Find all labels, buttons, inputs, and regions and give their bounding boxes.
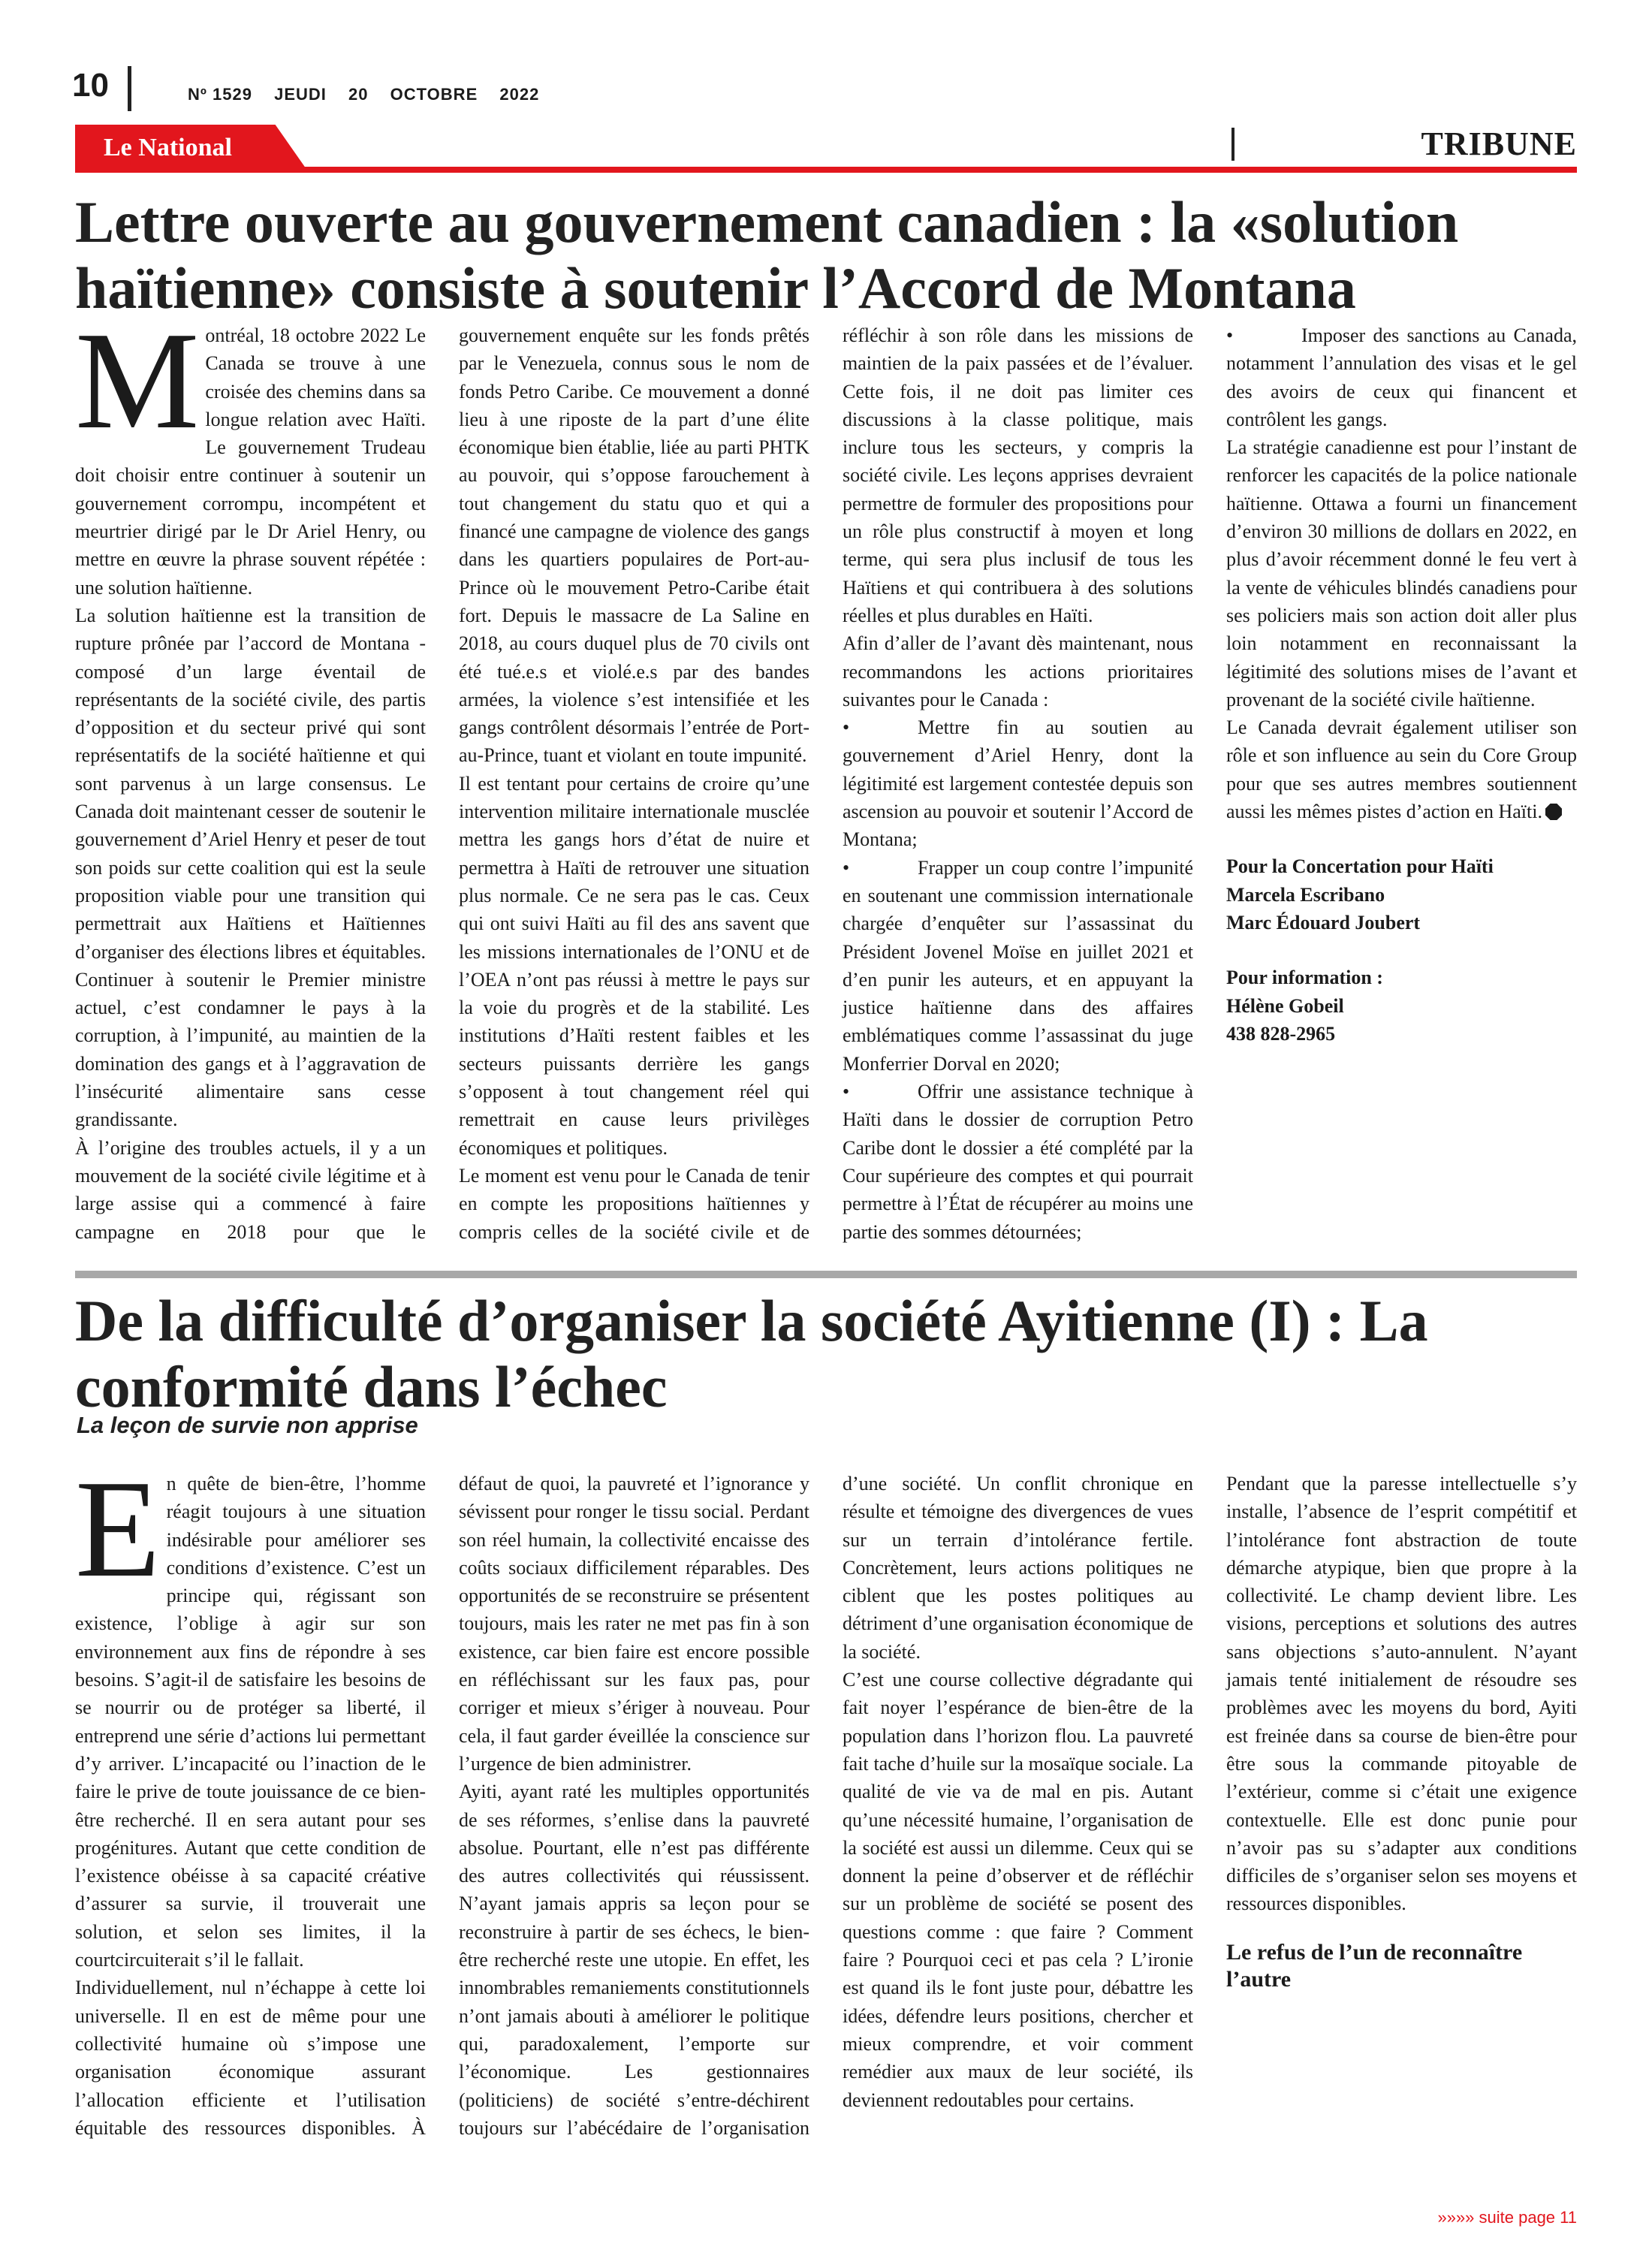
recommendation-text: Imposer des sanctions au Canada, notamment l’annulation des visas et le gel des avoirs de ceux qui financent et contrôlent les gangs. [1226, 324, 1577, 430]
bullet-icon: • [843, 716, 850, 739]
article-divider [75, 1271, 1577, 1278]
signature-org: Pour la Concertation pour Haïti [1226, 855, 1494, 878]
recommendation-text: Offrir une assistance technique à Haïti dans le dossier de corruption Petro Caribe dont le dossier a été complété par la Cour supérieure des comptes et qui pourrait permettre à l’État de récupérer au moins une partie des sommes détournées; [843, 1081, 1193, 1243]
contact-block [1226, 964, 1577, 1048]
article1-paragraph: Il est tentant pour certains de croire qu’une intervention militaire internationale musclée mettra les gangs hors d’état de nuire et permettra à Haïti de retrouver une situation plus normale. Ce ne sera pas le cas. Ceux qui ont suivi Haïti au fil des ans savent que les missions internationales de l’ONU et de l’OEA n’ont pas réussi à mettre le pays sur la voie du progrès et de la stabilité. Les institutions d’Haïti restent faibles et les secteurs puissants derrière les gangs s’opposent à tout changement réel qui remettrait en cause leurs privilèges économiques et politiques. [459, 772, 809, 1159]
article2-subhead: Le refus de l’un de reconnaître l’autre [1226, 1939, 1523, 1992]
article1-dropcap: M [75, 303, 200, 458]
article1-paragraph: Afin d’aller de l’avant dès maintenant, nous recommandons les actions prioritaires suivantes pour le Canada : [843, 632, 1193, 710]
issue-date: 20 [348, 85, 369, 104]
article2-dropcap: E [75, 1452, 161, 1606]
bullet-icon: • [843, 856, 850, 879]
article2-paragraph: C’est une course collective dégradante qui fait noyer l’espérance de bien-être de la population dans l’horizon flou. La pauvreté fait tache d’huile sur la mosaïque sociale. La qualité de vie va de mal en pis. Autant qu’une nécessité humaine, l’organisation de la société est aussi un dilemme. Ceux qui se donnent la peine d’observer et de réfléchir sur un problème de société se posent des questions comme : que faire ? Comment faire ? Pourquoi ceci et pas cela ? L’ironie est quand ils le font juste pour, débattre les idées, défendre leurs positions, chercher et mieux comprendre, et voir comment remédier aux maux de leur société, ils deviennent redoutables pour certains. [843, 1669, 1193, 2111]
article1-paragraph-text: Le Canada devrait également utiliser son rôle et son influence au sein du Core Group pour que ses autres membres soutiennent aussi les mêmes pistes d’action en Haïti. [1226, 716, 1577, 823]
article2-body [75, 1452, 1577, 2153]
contact-label: Pour information : [1226, 967, 1383, 989]
article1-paragraph: La stratégie canadienne est pour l’instant de renforcer les capacités de la police nationale haïtienne. Ottawa a fourni un financement d’environ 30 millions de dollars en 2022, en plus d’avoir récemment donné le feu vert à la vente de véhicules blindés canadiens pour ses policiers mais son action doit aller plus loin notamment en reconnaissant la légitimité des solutions mises de l’avant et provenant de la société civile haïtienne. [1226, 436, 1577, 710]
article2-paragraph [75, 1452, 426, 1974]
bullet-icon: • [1226, 324, 1234, 346]
recommendation-item [1226, 321, 1577, 433]
contact-phone: 438 828-2965 [1226, 1022, 1336, 1045]
bullet-icon: • [843, 1081, 850, 1103]
article2-paragraph: Individuellement, nul n’échappe à cette loi universelle. Il en est de même pour une collectivité humaine où s’impose une organisation économique assurant l’allocation efficiente et l’utilisation équitable des ressources disponibles. À défaut de quoi, la pauvreté et l’ignorance y sévissent pour ronger le tissu social. Perdant son réel humain, la collectivité encaisse des coûts sociaux difficilement réparables. Des opportunités de se reconstruire se présentent toujours, mais les rater ne met pas fin à son existence, car bien faire est encore possible en réfléchissant sur les faux pas, pour corriger et mieux s’ériger à nouveau. Pour cela, il faut garder éveillée la conscience sur l’urgence de bien administrer. [75, 1473, 809, 2139]
recommendation-item [843, 1078, 1193, 1246]
recommendation-text: Mettre fin au soutien au gouvernement d’Ariel Henry, dont la légitimité est largement contestée depuis son ascension au pouvoir et soutenir l’Accord de Montana; [843, 716, 1193, 851]
contact-name: Hélène Gobeil [1226, 994, 1344, 1017]
continued-link[interactable]: »»»» suite page 11 [1437, 2208, 1577, 2227]
recommendation-text: Frapper un coup contre l’impunité en soutenant une commission internationale chargée d’enquêter sur l’assassinat du Président Jovenel Moïse en juillet 2021 et d’en punir les auteurs, et en appuyant la justice haïtienne dans des affaires emblématiques comme l’assassinat du juge Monferrier Dorval en 2020; [843, 856, 1193, 1075]
article2-paragraph: Pendant que la paresse intellectuelle s’y installe, l’absence de l’esprit compétitif et l’intolérance font abstraction de toute démarche atypique, bien que propre à la collectivité. Le champ devient libre. Les visions, perceptions et solutions des autres sans objections s’auto-annulent. N’ayant jamais tenté initialement de résoudre ses problèmes avec les moyens du bord, Ayiti est freinée dans sa course de bien-être pour être sous la commande pitoyable de l’extérieur, comme si c’était une exigence contextuelle. Elle est donc punie pour n’avoir pas su s’adapter aux conditions difficiles de s’organiser selon ses moyens et ressources disponibles. [1226, 1473, 1577, 1915]
signature-name: Marc Édouard Joubert [1226, 911, 1421, 933]
header-rule [75, 167, 1577, 173]
article1-paragraph: La solution haïtienne est la transition de rupture prônée par l’accord de Montana - composé d’un large éventail de représentants de la société civile, des partis d’opposition et du secteur privé qui sont représentatifs de la société haïtienne et qui sont parvenus à un large consensus. Le Canada doit maintenant cesser de soutenir le gouvernement d’Ariel Henry et peser de tout son poids sur cette coalition qui est la seule proposition viable pour une transition qui permettrait aux Haïtiens et Haïtiennes d’organiser des élections libres et équitables. Continuer à soutenir le Premier ministre actuel, c’est condamner le pays à la corruption, à l’impunité, au maintien de la domination des gangs et à l’aggravation de l’insécurité alimentaire sans cesse grandissante. [75, 604, 426, 1131]
issue-number: Nº 1529 [188, 85, 252, 104]
article2-subtitle: La leçon de survie non apprise [77, 1412, 418, 1438]
recommendation-item [843, 854, 1193, 1078]
article1-paragraph: Le moment est venu pour le Canada de tenir en compte les propositions haïtiennes y compris celles de la société civile et de réfléchir à son rôle dans les missions de maintien de la paix passées et de l’évaluer. Cette fois, il ne doit pas limiter ces discussions à la classe politique, mais inclure tous les secteurs, y compris la société civile. Les leçons apprises devraient permettre de formuler des propositions pour un rôle plus constructif à moyen et long terme, qui sera plus inclusif de tous les Haïtiens et qui contribuera à des solutions réelles et plus durables en Haïti. [459, 324, 1193, 1243]
article2-paragraph-text: n quête de bien-être, l’homme réagit toujours à une situation indésirable pour améliorer ses conditions d’existence. C’est un principe qui, régissant son existence, l’oblige à agir sur son environnement aux fins de répondre à ses besoins. S’agit-il de satisfaire les besoins de se nourrir ou de protéger sa liberté, il entreprend une série d’actions lui permettant d’y arriver. L’incapacité ou l’inaction de le faire le prive de toute jouissance de ce bien-être recherché. Il en sera autant pour ses progénitures. Autant que cette condition de l’existence obéisse à sa capacité créative d’assurer sa survie, il trouverait une solution, et selon ses limites, il la courtcircuiterait s’il le fallait. [75, 1473, 426, 1971]
publication-label: Le National [104, 134, 232, 161]
issue-day: JEUDI [274, 85, 327, 104]
issue-line [188, 85, 556, 104]
article1-paragraph-text: ontréal, 18 octobre 2022 Le Canada se trouve à une croisée des chemins dans sa longue relation avec Haïti. Le gouvernement Trudeau doit choisir entre continuer à soutenir un gouvernement corrompu, incompétent et meurtrier dirigé par le Dr Ariel Henry, ou mettre en œuvre la phrase souvent répétée : une solution haïtienne. [75, 324, 426, 599]
article1-headline: Lettre ouverte au gouvernement canadien : la «solution haïtienne» consiste à soutenir l’Accord de Montana [75, 189, 1459, 321]
article2-headline: De la difficulté d’organiser la société Ayitienne (I) : La conformité dans l’échec [75, 1288, 1428, 1419]
article1-paragraph [75, 303, 426, 602]
signature-name: Marcela Escribano [1226, 883, 1385, 906]
section-divider [1231, 128, 1234, 161]
end-of-article-icon [1545, 804, 1562, 820]
article1-body [75, 303, 1577, 1260]
article1-paragraph: À l’origine des troubles actuels, il y a un mouvement de la société civile légitime et à large assise qui a commencé à faire campagne en 2018 pour que le gouvernement enquête sur les fonds prêtés par le Venezuela, connus sous le nom de fonds Petro Caribe. Ce mouvement a donné lieu à une riposte de la part d’une élite économique bien établie, liée au parti PHTK au pouvoir, qui s’oppose farouchement à tout changement du statu quo et qui a financé une campagne de violence des gangs dans les quartiers populaires de Port-au-Prince où le mouvement Petro-Caribe était fort. Depuis le massacre de La Saline en 2018, au cours duquel plus de 70 civils ont été tué.e.s et violé.e.s par des bandes armées, la violence s’est intensifiée et les gangs contrôlent désormais l’entrée de Port-au-Prince, tuant et violant en toute impunité. [75, 324, 809, 1243]
page-number-divider [128, 66, 131, 111]
article1-paragraph [1226, 713, 1577, 825]
signature-block [1226, 852, 1577, 936]
section-title: TRIBUNE [1421, 125, 1577, 162]
issue-month: OCTOBRE [390, 85, 478, 104]
article2-paragraph: Ayiti, ayant raté les multiples opportunités de ses réformes, s’enlise dans la pauvreté absolue. Pourtant, elle n’est pas différente des autres collectivités qui réussissent. N’ayant jamais appris sa leçon pour se reconstruire à partir de ses échecs, le bien-être recherché reste une utopie. En effet, les innombrables remaniements constitutionnels n’ont jamais abouti à améliorer le politique qui, paradoxalement, l’emporte sur l’économique. Les gestionnaires (politiciens) de société s’entre-déchirent toujours sur l’abécédaire de l’organisation d’une société. Un conflit chronique en résulte et témoigne des divergences de vues sur un terrain d’intolérance fertile. Concrètement, leurs actions politiques ne ciblent que les postes politiques au détriment d’une organisation économique de la société. [459, 1473, 1193, 2139]
issue-year: 2022 [499, 85, 540, 104]
page-number: 10 [72, 67, 109, 104]
recommendation-item [843, 713, 1193, 853]
